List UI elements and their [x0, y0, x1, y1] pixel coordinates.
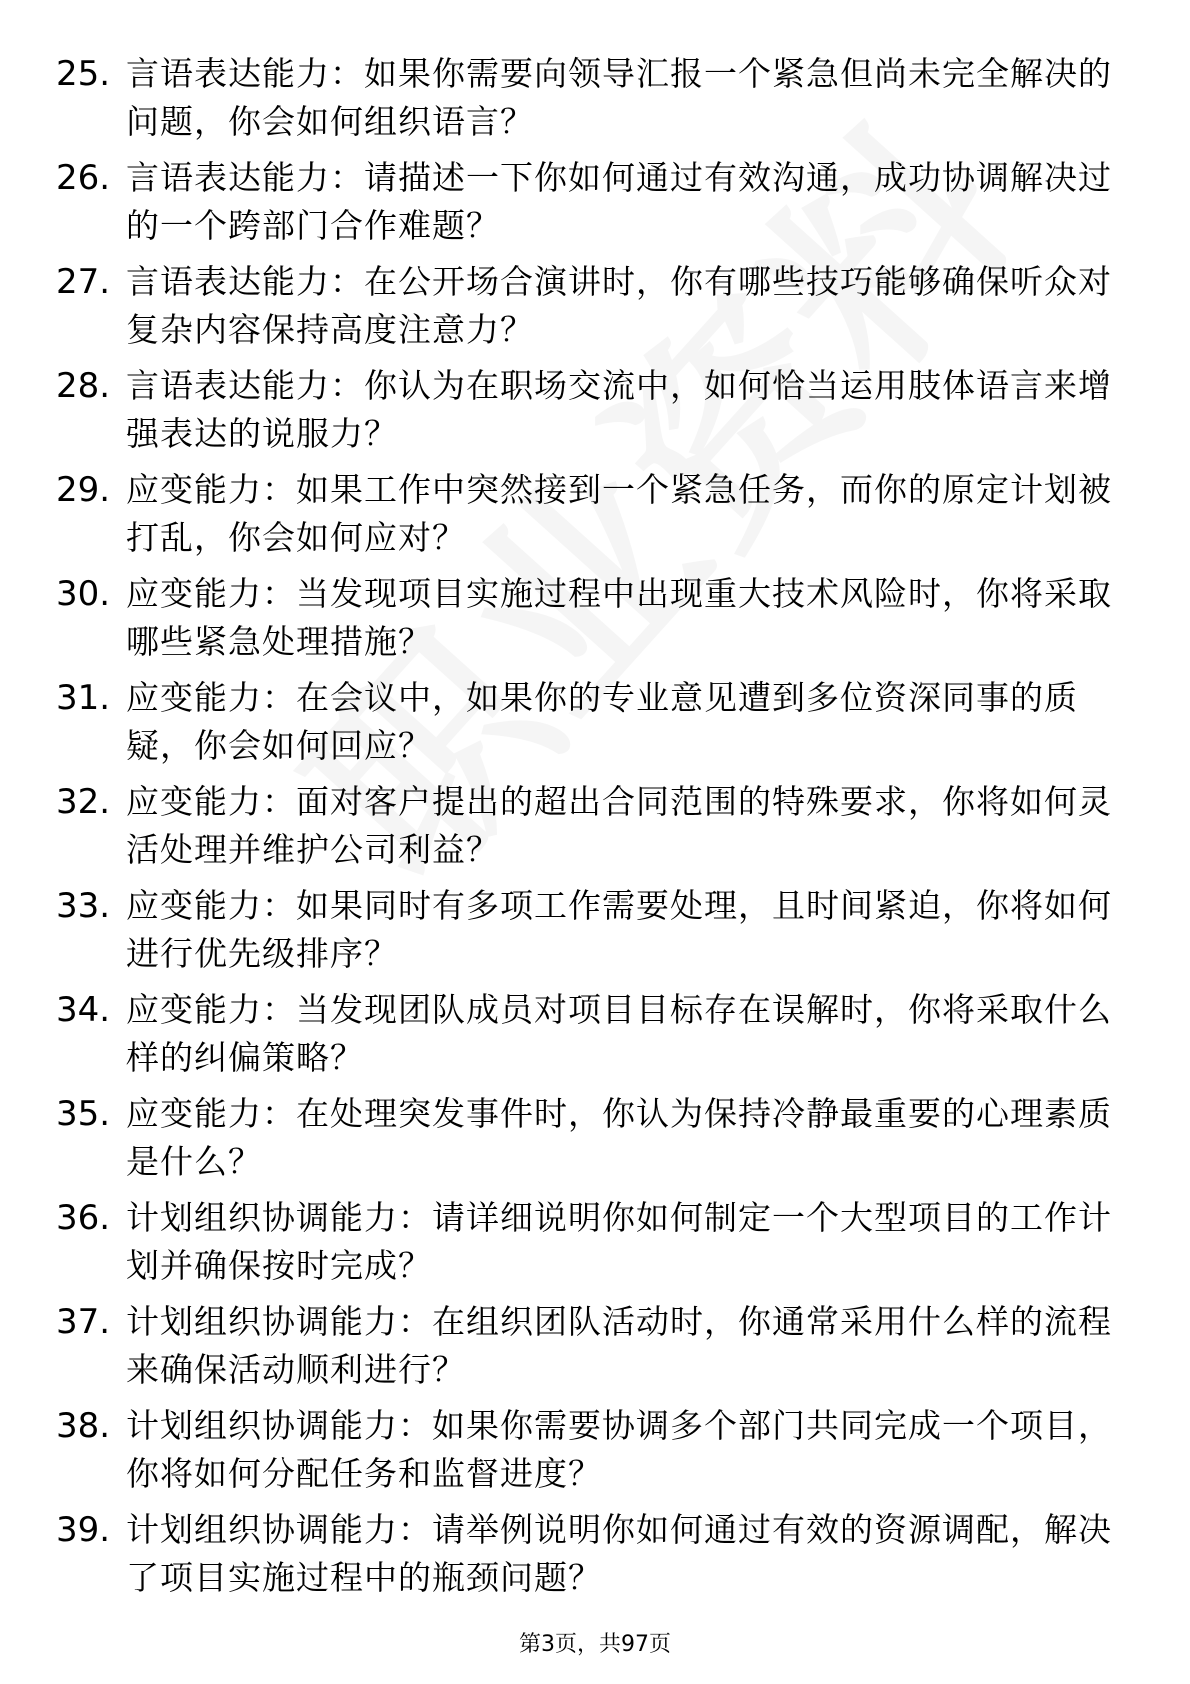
question-item — [0, 882, 1190, 986]
question-number: 26. — [56, 158, 111, 198]
question-list — [0, 50, 1190, 1610]
question-number: 36. — [56, 1198, 111, 1238]
question-number: 28. — [56, 366, 111, 406]
question-number: 37. — [56, 1302, 111, 1342]
question-text: 计划组织协调能力：如果你需要协调多个部门共同完成一个项目，你将如何分配任务和监督进度？ — [126, 1406, 1112, 1493]
question-number: 33. — [56, 886, 111, 926]
question-item — [0, 1194, 1190, 1298]
question-item — [0, 1090, 1190, 1194]
question-text: 计划组织协调能力：在组织团队活动时，你通常采用什么样的流程来确保活动顺利进行？ — [126, 1302, 1112, 1389]
question-item — [0, 50, 1190, 154]
question-text: 应变能力：当发现团队成员对项目目标存在误解时，你将采取什么样的纠偏策略？ — [126, 990, 1112, 1077]
question-number: 30. — [56, 574, 111, 614]
question-item — [0, 1402, 1190, 1506]
question-number: 32. — [56, 782, 111, 822]
question-text: 应变能力：如果工作中突然接到一个紧急任务，而你的原定计划被打乱，你会如何应对？ — [126, 470, 1112, 557]
question-number: 39. — [56, 1510, 111, 1550]
question-text: 应变能力：在处理突发事件时，你认为保持冷静最重要的心理素质是什么？ — [126, 1094, 1112, 1181]
question-item — [0, 778, 1190, 882]
question-item — [0, 986, 1190, 1090]
question-text: 应变能力：面对客户提出的超出合同范围的特殊要求，你将如何灵活处理并维护公司利益？ — [126, 782, 1112, 869]
question-text: 应变能力：如果同时有多项工作需要处理，且时间紧迫，你将如何进行优先级排序？ — [126, 886, 1112, 973]
question-number: 38. — [56, 1406, 111, 1446]
question-item — [0, 1298, 1190, 1402]
question-number: 34. — [56, 990, 111, 1030]
question-text: 言语表达能力：如果你需要向领导汇报一个紧急但尚未完全解决的问题，你会如何组织语言？ — [126, 54, 1112, 141]
question-number: 29. — [56, 470, 111, 510]
question-item — [0, 154, 1190, 258]
question-text: 言语表达能力：你认为在职场交流中，如何恰当运用肢体语言来增强表达的说服力？ — [126, 366, 1112, 453]
question-text: 应变能力：在会议中，如果你的专业意见遭到多位资深同事的质疑，你会如何回应？ — [126, 678, 1078, 765]
question-number: 35. — [56, 1094, 111, 1134]
question-number: 27. — [56, 262, 111, 302]
question-item — [0, 258, 1190, 362]
question-item — [0, 466, 1190, 570]
question-item — [0, 570, 1190, 674]
question-item — [0, 362, 1190, 466]
question-number: 31. — [56, 678, 111, 718]
question-item — [0, 674, 1190, 778]
question-item — [0, 1506, 1190, 1610]
question-number: 25. — [56, 54, 111, 94]
question-text: 言语表达能力：请描述一下你如何通过有效沟通，成功协调解决过的一个跨部门合作难题？ — [126, 158, 1112, 245]
page-number: 第3页，共97页 — [519, 1632, 671, 1657]
question-text: 言语表达能力：在公开场合演讲时，你有哪些技巧能够确保听众对复杂内容保持高度注意力？ — [126, 262, 1112, 349]
question-text: 计划组织协调能力：请举例说明你如何通过有效的资源调配，解决了项目实施过程中的瓶颈问题？ — [126, 1510, 1112, 1597]
question-text: 计划组织协调能力：请详细说明你如何制定一个大型项目的工作计划并确保按时完成？ — [126, 1198, 1112, 1285]
question-text: 应变能力：当发现项目实施过程中出现重大技术风险时，你将采取哪些紧急处理措施？ — [126, 574, 1112, 661]
